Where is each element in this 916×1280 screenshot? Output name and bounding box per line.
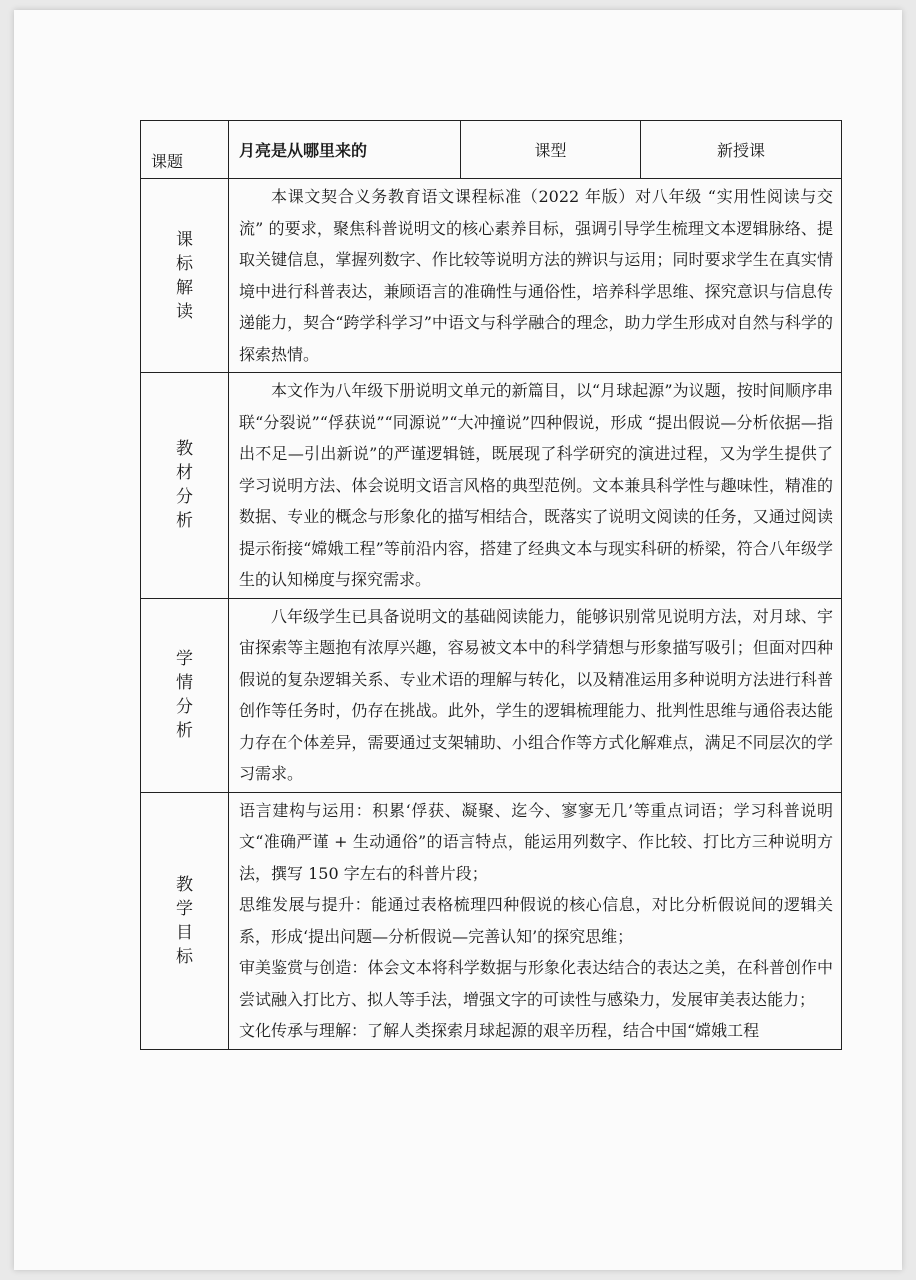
lesson-plan-table bbox=[140, 120, 842, 1050]
goal-culture: 文化传承与理解：了解人类探索月球起源的艰辛历程，结合中国“嫦娥工程 bbox=[239, 1021, 760, 1040]
section-row-material bbox=[141, 373, 842, 599]
section-row-students bbox=[141, 598, 842, 792]
section-row-standards bbox=[141, 179, 842, 373]
section-label-material: 教 材 分 析 bbox=[141, 373, 229, 599]
section-label-standards: 课 标 解 读 bbox=[141, 179, 229, 373]
section-row-goals bbox=[141, 792, 842, 1049]
lesson-title: 月亮是从哪里来的 bbox=[229, 121, 461, 179]
section-text-students: 八年级学生已具备说明文的基础阅读能力，能够识别常见说明方法，对月球、宇宙探索等主题抱有浓厚兴趣，容易被文本中的科学猜想与形象描写吸引；但面对四种假说的复杂逻辑关系、专业术语的理解与转化，以及精准运用多种说明方法进行科普创作等任务时，仍存在挑战。此外，学生的逻辑梳理能力、批判性思维与通俗表达能力存在个体差异，需要通过支架辅助、小组合作等方式化解难点，满足不同层次的学习需求。 bbox=[229, 598, 842, 792]
section-text-standards: 本课文契合义务教育语文课程标准（2022 年版）对八年级 “实用性阅读与交流” 的要求，聚焦科普说明文的核心素养目标，强调引导学生梳理文本逻辑脉络、提取关键信息，掌握列数字、作比较等说明方法的辨识与运用；同时要求学生在真实情境中进行科普表达，兼顾语言的准确性与通俗性，培养科学思维、探究意识与信息传递能力，契合“跨学科学习”中语文与科学融合的理念，助力学生形成对自然与科学的探索热情。 bbox=[229, 179, 842, 373]
title-label: 课题 bbox=[141, 121, 229, 179]
goal-thinking: 思维发展与提升：能通过表格梳理四种假说的核心信息，对比分析假说间的逻辑关系，形成‘提出问题—分析假说—完善认知’的探究思维； bbox=[239, 895, 833, 946]
type-value: 新授课 bbox=[641, 121, 842, 179]
document-page bbox=[14, 10, 902, 1270]
goal-language: 语言建构与运用：积累‘俘获、凝聚、迄今、寥寥无几’等重点词语；学习科普说明文“准确严谨 + 生动通俗”的语言特点，能运用列数字、作比较、打比方三种说明方法，撰写 150 字左右的科普片段； bbox=[239, 800, 833, 883]
section-label-students: 学 情 分 析 bbox=[141, 598, 229, 792]
goal-aesthetics: 审美鉴赏与创造：体会文本将科学数据与形象化表达结合的表达之美，在科普创作中尝试融入打比方、拟人等手法，增强文字的可读性与感染力，发展审美表达能力； bbox=[239, 958, 833, 1009]
section-text-goals bbox=[229, 792, 842, 1049]
type-label: 课型 bbox=[461, 121, 641, 179]
header-row bbox=[141, 121, 842, 179]
section-text-material: 本文作为八年级下册说明文单元的新篇目，以“月球起源”为议题，按时间顺序串联“分裂说”“俘获说”“同源说”“大冲撞说”四种假说，形成 “提出假说—分析依据—指出不足—引出新说”的严谨逻辑链，既展现了科学研究的演进过程，又为学生提供了学习说明方法、体会说明文语言风格的典型范例。文本兼具科学性与趣味性，精准的数据、专业的概念与形象化的描写相结合，既落实了说明文阅读的任务，又通过阅读提示衔接“嫦娥工程”等前沿内容，搭建了经典文本与现实科研的桥梁，符合八年级学生的认知梯度与探究需求。 bbox=[229, 373, 842, 599]
section-label-goals: 教 学 目 标 bbox=[141, 792, 229, 1049]
